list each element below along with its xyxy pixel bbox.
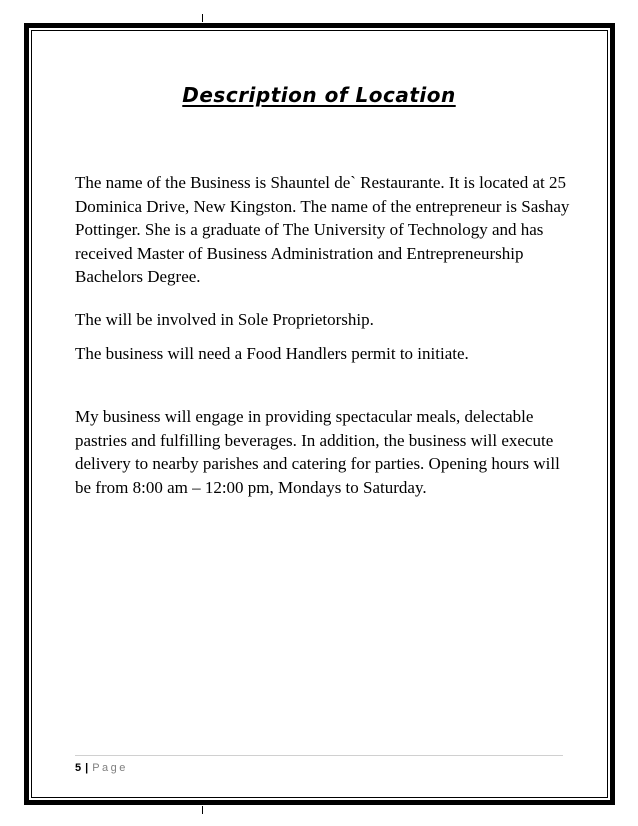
footer-divider <box>75 755 563 756</box>
paragraph-services: My business will engage in providing spectacular meals, delectable pastries and fulfilling beverages. In addition, the business will execute delivery to nearby parishes and catering for parties. Opening hours will be from 8:00 am – 12:00 pm, Mondays to Saturday. <box>75 407 560 497</box>
page-number: 5 <box>75 762 82 774</box>
page-title: Description of Location <box>182 83 456 107</box>
binding-mark-top <box>202 14 203 22</box>
page-label: Page <box>92 762 128 774</box>
paragraph-ownership: The will be involved in Sole Proprietorship. <box>75 310 374 329</box>
page-footer <box>75 762 128 774</box>
paragraph-business-info: The name of the Business is Shauntel de` Restaurante. It is located at 25 Dominica Drive, New Kingston. The name of the entrepreneur is Sashay Pottinger. She is a graduate of The University of Technology and has received Master of Business Administration and Entrepreneurship Bachelors Degree. <box>75 173 570 286</box>
paragraph-permit: The business will need a Food Handlers permit to initiate. <box>75 344 469 363</box>
page-title-container <box>0 83 638 107</box>
binding-mark-bottom <box>202 806 203 814</box>
footer-separator: | <box>85 762 89 774</box>
